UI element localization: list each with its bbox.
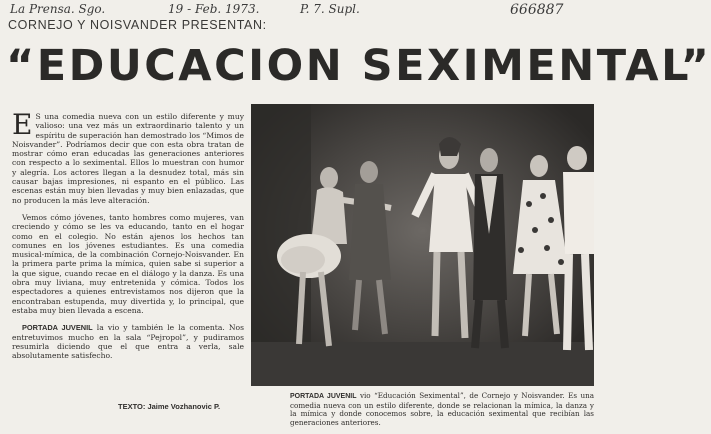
stage-photograph (251, 104, 594, 386)
article-paragraph-1: E S una comedia nueva con un estilo diferente y muy valioso: una vez más un extraordinario talento y un espíritu de superación han demostrado los “Mimos de Noisvander”. Podríamos decir que con esta obra tratan de mostrar cómo eran educadas las generaciones anteriores con respecto a lo seximental. Ellos lo muestran con humor y alegría. Los actores llegan a la desnudez total, más sin causar bajas impresiones, ni espanto en el público. Las escenas están muy bien llevadas y muy bien enlazadas, que no producen la más leve alteración. (12, 108, 244, 205)
handwritten-date: 19 - Feb. 1973. (168, 2, 260, 16)
article-paragraph-2: Vemos cómo jóvenes, tanto hombres como mujeres, van creciendo y cómo se les va educando, tanto en el hogar como en el colegio. No están ajenos los hechos tan comunes en los jóvenes estudiantes. Es una comedia musical-mímica, de la combinación Cornejo-Noisvander. En la primera parte prima la mímica, quien sabe si superior a la que sigue, cuando recae en el diálogo y la danza. Es una obra muy liviana, muy entretenida y cómica. Todos los espectadores a quienes entrevistamos nos dijeron que la encontraban estupenda, muy divertida y, lo principal, que estaba muy bien llevada a escena. (12, 212, 244, 315)
kicker: CORNEJO Y NOISVANDER PRESENTAN: (8, 18, 267, 32)
handwritten-newspaper: La Prensa. Sgo. (10, 2, 106, 16)
text-credit: TEXTO: Jaime Vozhanovic P. (118, 402, 221, 411)
caption-text: vio “Educación Seximental”, de Cornejo y Noisvander. Es una comedia nueva con un estilo diferente, donde se relacionan la mímica, la danza y la mímica y donde conocemos sobre, la educación seximental que recibían las generaciones anteriores. (290, 391, 594, 427)
caption-lead: PORTADA JUVENIL (290, 393, 357, 400)
paragraph-lead: PORTADA JUVENIL (22, 323, 93, 333)
handwritten-section: P. 7. Supl. (300, 2, 360, 16)
handwritten-archive-number: 666887 (510, 2, 564, 18)
article-paragraph-3: PORTADA JUVENIL la vio y también le la comenta. Nos entretuvimos mucho en la sala “Pejropol”, y pudiramos resumirla diciendo que el que entra a verla, sale absolutamente satisfecho. (12, 323, 244, 361)
headline: “EDUCACION SEXIMENTAL” (6, 41, 711, 91)
handwritten-annotation (0, 0, 600, 20)
photo-caption (290, 392, 594, 427)
article-body (12, 108, 244, 368)
drop-cap: E (12, 108, 33, 141)
photo-illustration (251, 104, 594, 386)
